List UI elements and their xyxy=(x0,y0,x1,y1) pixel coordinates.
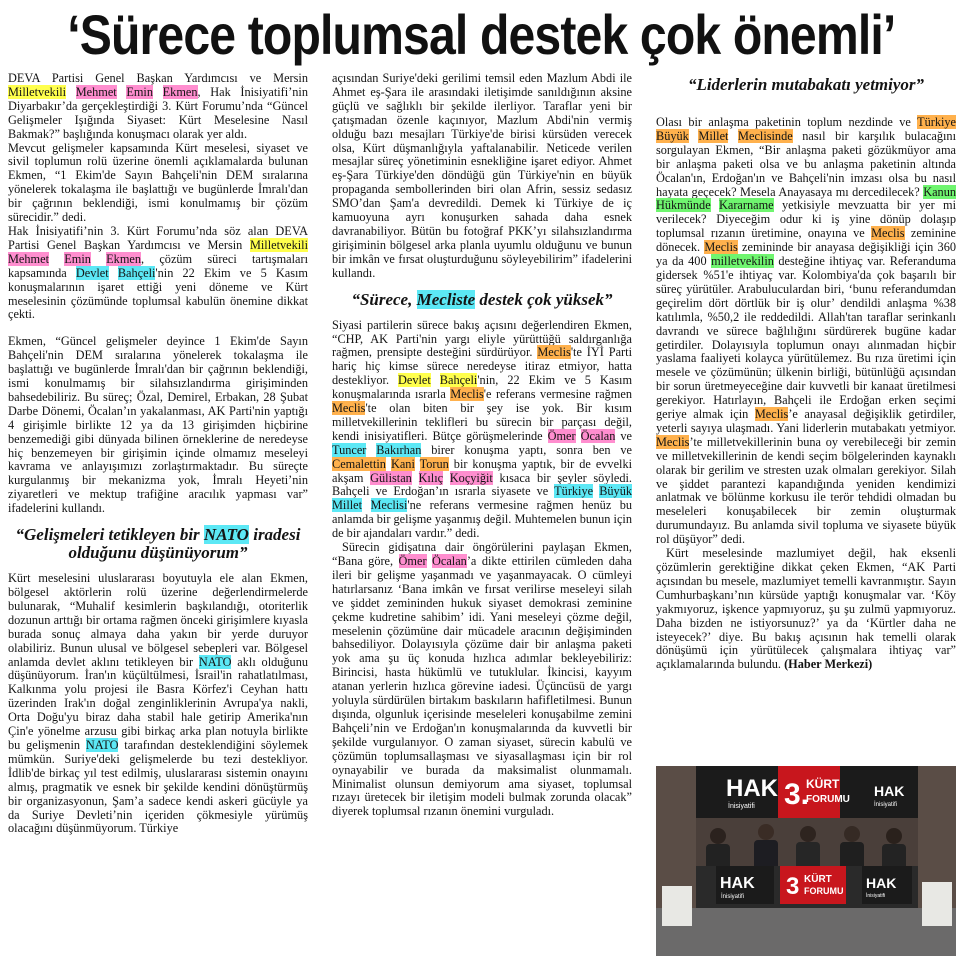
banner-3: 3. xyxy=(784,778,810,811)
highlighted-term: Ömer xyxy=(547,428,576,443)
side-panel-left xyxy=(662,886,692,926)
paragraph: Siyasi partilerin sürece bakış açısını değerlendiren Ekmen, “CHP, AK Parti'nin yargı eliyle yürüttüğü saldırganlığa rağmen, prensipte desteğini sürdürüyor. Meclis'te İYİ Parti hariç hiç kimse sürece neredeyse itiraz etmiyor, hatta destekliyor. Devlet Bahçeli'nin, 22 Ekim ve 5 Kasım konuşmalarında ısrarla Meclis'e referans vermesine rağmen Meclis'te olan biten bir şey ise yok. Bir kısım milletvekillerinin teklifleri bu sürecin bir parçası değil, kendi inisiyatifleri. Bütçe görüşmelerinde Ömer Öcalan ve Tuncer Bakırhan birer konuşma yaptı, sonra ben ve Cemalettin Kani Torun bir konuşma yaptık, bir de evvelki akşam Gülistan Kılıç Koçyiğit kısaca bir şeyler söyledi. Bahçeli ve Erdoğan’ın ısrarla siyasete ve Türkiye Büyük Millet Meclisi'ne referans vermesine rağmen henüz bu anlamda bir gelişme yaşanmış değil. Muhtemelen bunun için de bir ajandaları vardır.” dedi. xyxy=(332,317,632,541)
highlighted-term: Öcalan xyxy=(580,428,616,443)
highlighted-term: Gülistan xyxy=(370,470,412,485)
highlighted-term: Devlet xyxy=(398,373,431,388)
highlighted-term: Emin xyxy=(64,251,91,266)
highlighted-term: Kani xyxy=(390,456,415,471)
highlighted-term: Kanun xyxy=(923,184,956,199)
banner-hak-right: HAK xyxy=(874,783,905,799)
highlighted-term: Milletvekili xyxy=(249,237,308,252)
highlighted-term: Meclis xyxy=(704,240,738,255)
highlighted-term: Devlet xyxy=(75,265,109,280)
paragraph: Mevcut gelişmeler kapsamında Kürt meselesi, siyaset ve sivil toplumun rolü üzerine önemli açıklamalarda bulunan Ekmen, “1 Ekim'de Sayın Bahçeli'nin DEM sıralarına yönelerek tokalaşma ile başlattığı ve bugünlerde İmralı'dan bir çağrının beklendiği, ismi konulmamış bir çözüm sürecidir.” dedi. xyxy=(8,140,308,225)
photo-floor xyxy=(656,908,956,956)
table-front xyxy=(696,866,918,908)
banner-kurt: KÜRT xyxy=(806,777,840,791)
highlighted-term: Büyük xyxy=(656,128,689,143)
highlighted-term: Ekmen xyxy=(162,84,198,99)
article-column-3 xyxy=(656,72,956,762)
highlighted-term: Meclis xyxy=(754,407,789,422)
side-panel-right xyxy=(922,882,952,926)
highlighted-term: Hükmünde xyxy=(656,198,711,213)
paragraph: Kürt meselesini uluslararası boyutuyla ele alan Ekmen, bölgesel aktörlerin rolü üzerine değerlendirmelerde bulunarak, “Muhalif kesimlerin başkılandığı, otoriterlik dozunun arttığı bir ortama rağmen önceki girişimlere kıyasla burada sonuç almaya daha yakın bir yerde duruyor olabiliriz. Bunun ulusal ve bölgesel sebepleri var. Bölgesel anlamda devlet aklını tetikleyen bir NATO aklı olduğunu düşünüyorum. İran'ın küçültülmesi, İsrail'in rahatlatılması, Kalkınma yolu projesi ile Basra Körfez'i Ceyhan hattı üzerinden Irak'ın doğal zenginliklerinin Avrupa'ya nakli, Orta Doğu'yu biraz daha stabil hale getirip Amerika'nın Çin'e yönelme arzusu gibi birkaç arka plan notuyla birlikte bu gelişmenin NATO tarafından desteklendiğini söylemek mümkün. Suriye'deki gelişmelerde bu tezi destekliyor. İdlib'de birkaç yıl test edilmiş, uluslararası sistemin onayını almış, pragmatik ve esnek bir şekilde kendini dönüştürmüş bir organizasyonun, Şam’a sadece kendi askeri gücüyle ya da Suriye Devleti’nin içeriden çökmesiyle yürümüş olacağını düşünmüyorum. Türkiye xyxy=(8,571,308,836)
highlighted-term: Türkiye xyxy=(554,484,594,499)
table-hak-left: HAK xyxy=(720,875,755,892)
news-source: (Haber Merkezi) xyxy=(784,657,873,672)
subheading-meclis: “Sürece, Mecliste destek çok yüksek” xyxy=(351,289,613,309)
paragraph-text: Kürt meselesinde mazlumiyet değil, hak eksenli çözümlerin gerektiğine dikkat çeken Ekmen, “AK Parti açısından bu mesele, mazlumiyet temelli kavranmıştır. Sayın Cumhurbaşkanı’nın kürsüde yaptığı konuşmalar var. ‘Köy yakmıyoruz, işkence yapmıyoruz, şu şu zulmü yapmıyoruz. Daha bizden ne istiyorsunuz?’ ya da ‘Kürtler daha ne isteyecek?’ diye. Bu bakış açısının hak temelli olarak dönüşümü için yürütülecek çalışmalara ihtiyaç var” açıklamalarında bulundu. xyxy=(656,546,956,672)
highlighted-term: Mecliste xyxy=(416,289,476,309)
paragraph: Hak İnisiyatifi’nin 3. Kürt Forumu’nda söz alan DEVA Partisi Genel Başkan Yardımcısı ve Mersin Milletvekili Mehmet Emin Ekmen, çözüm süreci tartışmaları kapsamında Devlet Bahçeli'nin 22 Ekim ve 5 Kasım konuşmalarının işaret ettiği yeni döneme ve Kürt meselesinin çözümünde toplumsal kabulün önemine dikkat çekti. xyxy=(8,223,308,322)
table-hak-right: HAK xyxy=(866,875,897,891)
highlighted-term: Milletvekili xyxy=(8,84,67,99)
highlighted-term: Cemalettin xyxy=(332,456,386,471)
highlighted-term: Ekmen xyxy=(106,251,142,266)
highlighted-term: Millet xyxy=(698,128,729,143)
highlighted-term: Büyük xyxy=(599,484,632,499)
paragraph: DEVA Partisi Genel Başkan Yardımcısı ve Mersin Milletvekili Mehmet Emin Ekmen, Hak İnisiyatifi’nin Diyarbakır’da gerçekleştirdiği 3. Kürt Forumu’nda “Güncel Gelişmeler Işığında Siyaset: Kürt Meselesine Nasıl Bakmak?” başlığında konuşmacı olarak yer aldı. xyxy=(8,72,308,141)
highlighted-term: NATO xyxy=(203,525,249,545)
highlighted-term: Mehmet xyxy=(75,84,117,99)
highlighted-term: NATO xyxy=(85,737,119,752)
highlighted-term: Kararname xyxy=(719,198,774,213)
highlighted-term: Türkiye xyxy=(917,115,956,129)
article-column-2 xyxy=(332,72,632,957)
table-3: 3 xyxy=(786,873,800,900)
highlighted-term: Koçyiğit xyxy=(449,470,493,485)
highlighted-term: Kılıç xyxy=(418,470,444,485)
highlighted-term: Tuncer xyxy=(332,442,367,457)
table-inisiyatifi-left: İnisiyatifi xyxy=(721,894,745,900)
banner-inisiyatifi-right: İnisiyatifi xyxy=(874,802,898,808)
forum-photo xyxy=(656,766,956,956)
subheading-nato: “Gelişmeleri tetikleyen bir NATO iradesi olduğunu düşünüyorum” xyxy=(15,525,301,563)
highlighted-term: Meclis xyxy=(871,226,905,241)
highlighted-term: Millet xyxy=(332,498,363,513)
highlighted-term: NATO xyxy=(198,654,232,669)
article-column-1 xyxy=(8,72,308,957)
paragraph: Ekmen, “Güncel gelişmeler deyince 1 Ekim'de Sayın Bahçeli'nin DEM sıralarına yönelerek tokalaşma ile başlattığı ve bugünlerde İmralı'dan bir çağrının beklendiği, ismi konulmamış bir silahsızlandırma girişiminden bahsedebiliriz. Bu süreç; Özal, Demirel, Erbakan, 28 Şubat Darbe Dönemi, Öcalan’ın yakalanması, AK Parti'nin yaptığı 4 girişimle birlikte 12 ya da 13 girişimden hiçbirine benzemediği gibi dünyada bilinen örneklerine de neredeyse hiç benzemeyen bir girişimin içinde olmamız meseleyi kavrama ve anlayışımızı zorlaştırmaktadır. Bu süreçte kurgulanmış bir mekanizma yok, İmralı Heyeti’nin ziyaretleri ve mektup trafiğine aracılık yapması var” ifadelerini kullandı. xyxy=(8,334,308,516)
highlighted-term: Ömer xyxy=(398,554,427,568)
highlighted-term: Meclis xyxy=(537,345,571,360)
paragraph: Sürecin gidişatına dair öngörülerini paylaşan Ekmen, “Bana göre, Ömer Öcalan’a dikte ettirilen cümleden daha ileri bir gelişme yaşanmadı ve yaşanmayacak. O cümleyi hatırlarsanız ‘Bana imkân ve fırsat verilirse meseleyi silah ve şiddet zemininden hukuk siyaset demokrasi zeminine çekme kudretine sahibim’ idi. Yani meseleyi çözme değil, meselenin çözümüne dair mücadele aracının değişiminden bahsediliyor. Dolayısıyla çözüme dair bir anlaşma paketi yok ama şu üç konuda hızlıca adımlar bekleyebiliriz: Birincisi, hasta hükümlü ve tutuklular. İkincisi, kayyım atanan yerlerin hızlıca görevine iadesi. Üçüncüsü de yargı yoluyla sürdürülen birtakım baskıların hafifletilmesi. Bunun dışında, olgunluk içerisinde meseleleri konuşabilme zemini Bahçeli’nin ve Erdoğan'ın konuşmalarında da kuvvetli bir şekilde vurgulanıyor. O zaman siyaset, sürecin kabulü ve çözümün toplumsallaşması ve siyasallaşması için bir rol oynayabilir ve burada da maksimalist olunmamalı. Minimalist olunsun demiyorum ama siyaset, toplumsal rızayı üretecek bir iletişim modeli bulmak zorunda olacak” diyerek toplumsal rızanın önemini vurguladı. xyxy=(332,540,632,819)
highlighted-term: Meclisinde xyxy=(738,128,793,143)
table-kurt: KÜRT xyxy=(804,874,832,885)
table-forumu: FORUMU xyxy=(804,886,844,896)
highlighted-term: Torun xyxy=(419,456,449,471)
subheading-liderler: “Liderlerin mutabakatı yetmiyor” xyxy=(687,75,925,94)
backdrop-banner xyxy=(696,766,918,818)
banner-hak-left: HAK xyxy=(726,775,778,802)
highlighted-term: Meclis xyxy=(332,401,366,416)
paragraph: açısından Suriye'deki gerilimi temsil eden Mazlum Abdi ile Ahmet eş-Şara ile arasındaki iletişimde sanıldığının aksine güçlü ve sağlıklı bir şekilde ilerliyor. Taraflar yeni bir çatışmadan özenle kaçınıyor, Mazlum Abdi'nin vermiş olduğu bazı mesajları Türkiye'de birisi kürsüden verecek olsa, Kürt düşmanlığıyla yaftalanabilir. Neticede verilen mesajlar süreç yönetiminin esnekliğine işaret ediyor. Ahmet eş-Şara Türkiye'den döndüğü gün Türkiye'nin en büyük propaganda sembollerinden biri olan Afrin, sessiz sedasız SMO’dan Şam'a devredildi. Demek ki Türkiye de iç kamuoyuna ayrı konuşurken sahada daha esnek davranabiliyor. Bütün bu fotoğraf PKK’yı silahsızlandırma girişiminin bölgesel arka planla uyumlu olduğunu ve bunun bir imkân ve fırsat oluşturduğunu söyleyebilirim” ifadelerini kullandı. xyxy=(332,72,632,280)
highlighted-term: Bahçeli xyxy=(439,373,478,388)
page-headline: ‘Sürece toplumsal destek çok önemli’ xyxy=(67,3,896,66)
highlighted-term: Öcalan xyxy=(432,554,467,568)
highlighted-term: Meclis xyxy=(656,434,690,449)
banner-inisiyatifi-left: İnisiyatifi xyxy=(728,803,755,810)
highlighted-term: Bakırhan xyxy=(376,442,422,457)
highlighted-term: Bahçeli xyxy=(117,265,156,280)
highlighted-term: Mehmet xyxy=(8,251,49,266)
highlighted-term: milletvekilin xyxy=(711,254,774,269)
highlighted-term: Meclisi xyxy=(370,498,408,513)
paragraph: Olası bir anlaşma paketinin toplum nezdinde ve Türkiye Büyük Millet Meclisinde nasıl bir karşılık bulacağını sorgulayan Ekmen, “Bir anlaşma paketi gözükmüyor ama bir anlaşma paketi olsa ve bu anlaşma paketinin altında Öcalan'ın, Erdoğan'ın ve Bahçeli'nin imzası olsa bu nasıl hayata geçecek? Mesela Anayasaya mı dercedilecek? Kanun Hükmünde Kararname yetkisiyle mevzuatta bir yer mi verilecek? Diyeceğim odur ki iş yine dönüp dolaşıp toplumsal rızanın üretimine, onayına ve Meclis zeminine dönecek. Meclis zemininde bir anayasa değişikliği için 360 ya da 400 milletvekilin desteğine ihtiyaç var. Referanduma gidersek %51'e ihtiyaç var. Kolombiya'da çok başarılı bir süreç yürütüler. Arabuluculardan biri, ‘bunu referandumdan geçirelim dört dörtlük bir iş olur’ dendildi anlaşma %38 katılımla, %50,2 ile reddedildi. Allah'tan taraflar serinkanlı davrandı ve sürece bağlılığını sürdürerek bugüne kadar getirdiler. Dolayısıyla toplumun onayı alınmadan hiçbir yaslama faaliyeti kolayca yürütülemez. Bu rıza üretimi için mesele ve çözümünün; ülkenin birliği, bütünlüğü açısından bir sorun üretmeyeceğine dair kuvvetli bir kanaat üretilmesi gerekiyor. Hatırlayın, Bahçeli ile Erdoğan erken seçimi geriye almak için Meclis’e anayasal değişiklik getirdiler, yeterli sayıya ulaşmadı. Yani liderlerin mutabakatı yetmiyor. Meclis’te milletvekillerinin buna oy verebileceği bir zemin ve milletvekillerinin de kendi seçim bölgelerinden kaynaklı olarak bir gerilim ve stresten uzak olmaları gerekiyor. Silah ve şiddet parantezi kapandığında yeniden kendimizi anlatmak ve bölünme korkusu ile terör tehdidi olmadan bu meseleleri konuşabilecek bir zemin oluşturmak durumundayız. Bu anlamda sivil topluma ve siyasete büyük rol düşüyor” dedi. xyxy=(656,115,956,547)
banner-forumu: FORUMU xyxy=(806,794,850,805)
highlighted-term: Emin xyxy=(126,84,154,99)
highlighted-term: Meclis xyxy=(450,387,484,402)
table-inisiyatifi-right: İnisiyatifi xyxy=(866,893,886,899)
paragraph xyxy=(656,547,956,672)
